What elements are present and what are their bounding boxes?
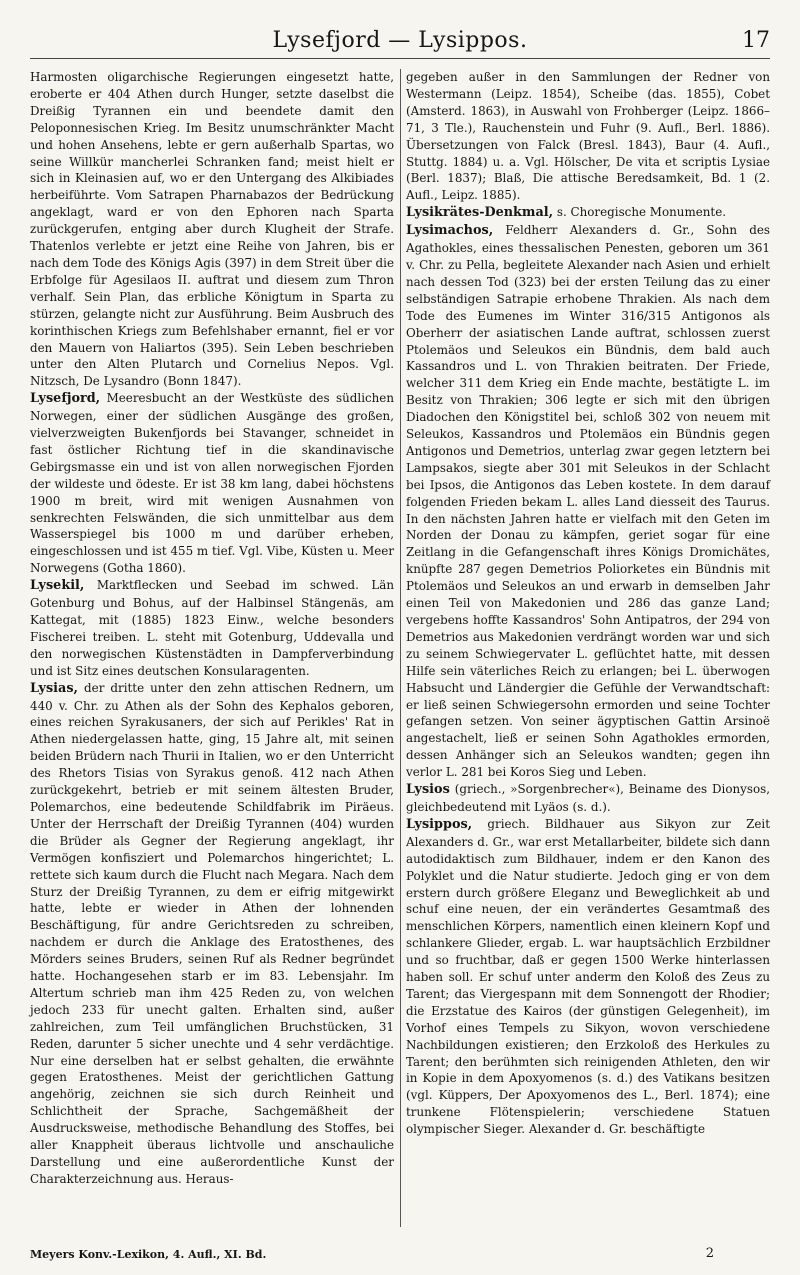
right-column xyxy=(406,69,770,1227)
entry-paragraph xyxy=(406,204,770,222)
continuation-paragraph xyxy=(406,69,770,204)
continuation-paragraph xyxy=(30,69,394,390)
page-number: 17 xyxy=(742,28,770,53)
column-divider xyxy=(400,69,401,1227)
running-title: Lysefjord — Lysippos. xyxy=(272,28,528,53)
entry-headword: Lysippos, xyxy=(406,816,473,832)
entry-paragraph xyxy=(406,816,770,1138)
footer-source: Meyers Konv.-Lexikon, 4. Aufl., XI. Bd. xyxy=(30,1248,267,1261)
page-footer xyxy=(30,1241,770,1261)
entry-headword: Lysekil, xyxy=(30,578,85,594)
entry-text: Harmosten oligarchische Regierungen eingesetzt hatte, eroberte er 404 Athen durch Hunger, setzte daselbst die Dreißig Tyrannen ein und beendete damit den Peloponnesischen Krieg. Im Besitz unumschränkter Macht und hohen Ansehens, lebte er gern außerhalb Spartas, wo seine Willkür mancherlei Schranken fand; meist hielt er sich in Kleinasien auf, wo er den Untergang des Alkibiades herbeiführte. Vom Satrapen Pharnabazos der Bedrückung angeklagt, ward er von den Ephoren nach Sparta zurückgerufen, entging aber durch Klugheit der Strafe. Thatenlos verlebte er jetzt eine Reihe von Jahren, bis er nach dem Tode des Königs Agis (397) in dem Streit über die Erbfolge für Agesilaos II. auftrat und diesem zum Thron verhalf. Sein Plan, das erbliche Königtum in Sparta zu stürzen, gelangte nicht zur Ausführung. Beim Ausbruch des korinthischen Kriegs zum Befehlshaber ernannt, fiel er vor den Mauern von Haliartos (395). Sein Leben beschrieben unter den Alten Plutarch und Cornelius Nepos. Vgl. Nitzsch, De Lysandro (Bonn 1847). xyxy=(30,70,394,389)
entry-text: Meeresbucht an der Westküste des südlichen Norwegen, einer der südlichen Ausgänge des großen, vielverzweigten Bukenfjords bei Stavanger, schneidet in fast östlicher Richtung tief in die skandinavische Gebirgsmasse ein und ist von allen norwegischen Fjorden der wildeste und ödeste. Er ist 38 km lang, dabei höchstens 1900 m breit, wird mit wenigen Ausnahmen von senkrechten Felswänden, die sich unmittelbar aus dem Wasserspiegel bis 1000 m und darüber erheben, eingeschlossen und ist 455 m tief. Vgl. Vibe, Küsten u. Meer Norwegens (Gotha 1860). xyxy=(30,391,395,576)
page-header xyxy=(30,26,770,59)
entry-headword: Lysefjord, xyxy=(30,391,101,407)
entry-paragraph xyxy=(30,577,394,679)
footer-signature: 2 xyxy=(705,1246,714,1261)
entry-paragraph xyxy=(30,680,394,1188)
entry-text: Marktflecken und Seebad im schwed. Län Gotenburg und Bohus, auf der Halbinsel Stängenäs, am Kattegat, mit (1885) 1823 Einw., welche besonders Fischerei treiben. L. steht mit Gotenburg, Uddevalla und den norwegischen Küstenstädten in Dampferverbindung und ist Sitz eines deutschen Konsularagenten. xyxy=(30,578,394,678)
entry-headword: Lysios xyxy=(406,782,450,798)
entry-text: gegeben außer in den Sammlungen der Redner von Westermann (Leipz. 1854), Scheibe (das. 1855), Cobet (Amsterd. 1863), in Auswahl von Frohberger (Leipz. 1866–71, 3 Tle.), Rauchenstein und Fuhr (9. Aufl., Berl. 1886). Übersetzungen von Falck (Bresl. 1843), Baur (4. Aufl., Stuttg. 1884) u. a. Vgl. Hölscher, De vita et scriptis Lysiae (Berl. 1837); Blaß, Die attische Beredsamkeit, Bd. 1 (2. Aufl., Leipz. 1885). xyxy=(406,70,770,203)
entry-headword: Lysias, xyxy=(30,680,78,696)
left-column xyxy=(30,69,394,1227)
text-columns xyxy=(30,69,770,1227)
entry-text: der dritte unter den zehn attischen Rednern, um 440 v. Chr. zu Athen als der Sohn des Kephalos geboren, eines reichen Syrakusaners, der sich auf Perikles' Rat in Athen niedergelassen hatte, ging, 15 Jahre alt, mit seinen beiden Brüdern nach Thurii in Italien, wo er den Unterricht des Rhetors Tisias von Syrakus genoß. 412 nach Athen zurückgekehrt, betrieb er mit seinem ältesten Bruder, Polemarchos, eine bedeutende Schildfabrik im Piräeus. Unter der Herrschaft der Dreißig Tyrannen (404) wurden die Brüder als Gegner der Regierung angeklagt, ihr Vermögen konfisziert und Polemarchos hingerichtet; L. rettete sich kaum durch die Flucht nach Megara. Nach dem Sturz der Dreißig Tyrannen, zu dem er eifrig mitgewirkt hatte, lebte er wieder in Athen der lohnenden Beschäftigung, für andre Gerichtsreden zu schreiben, nachdem er durch die Anklage des Eratosthenes, des Mörders seines Bruders, seinen Ruf als Redner begründet hatte. Hochangesehen starb er im 83. Lebensjahr. Im Altertum schrieb man ihm 425 Reden zu, von welchen jedoch 233 für unecht galten. Erhalten sind, außer zahlreichen, zum Teil umfänglichen Bruchstücken, 31 Reden, darunter 5 sicher unechte und 4 sehr verdächtige. Nur eine derselben hat er selbst gehalten, die erwähnte gegen Eratosthenes. Meist der gerichtlichen Gattung angehörig, zeichnen sie sich durch Reinheit und Schlichtheit der Sprache, Sachgemäßheit der Ausdrucksweise, methodische Behandlung des Stoffes, bei aller Knappheit überaus lichtvolle und anschauliche Darstellung und eine außerordentliche Kunst der Charakterzeichnung aus. Heraus- xyxy=(30,680,395,1186)
entry-paragraph xyxy=(30,390,394,577)
entry-paragraph xyxy=(406,222,770,781)
entry-headword: Lysikrätes-Denkmal, xyxy=(406,205,554,221)
entry-text: s. Choregische Monumente. xyxy=(556,205,727,220)
entry-text: griech. Bildhauer aus Sikyon zur Zeit Alexanders d. Gr., war erst Metallarbeiter, bildete sich dann autodidaktisch zum Bildhauer, indem er den Kanon des Polyklet und die Natur studierte. Jedoch ging er von dem erstern durch größere Eleganz und Beweglichkeit ab und schuf eine neuen, der ein verändertes Gesamtmaß des menschlichen Körpers, namentlich einen kleinern Kopf und schlankere Glieder, ergab. L. war hauptsächlich Erzbildner und so fruchtbar, daß er gegen 1500 Werke hinterlassen haben soll. Er schuf unter anderm den Koloß des Zeus zu Tarent; das Viergespann mit dem Sonnengott der Rhodier; die Erzstatue des Kairos (der günstigen Gelegenheit), im Vorhof eines Tempels zu Sikyon, wovon verschiedene Nachbildungen existieren; den Erzkoloß des Herkules zu Tarent; den berühmten sich reinigenden Athleten, den wir in Kopie in dem Apoxyomenos (s. d.) des Vatikans besitzen (vgl. Küppers, Der Apoxyomenos des L., Berl. 1874); eine trunkene Flötenspielerin; verschiedene Statuen olympischer Sieger. Alexander d. Gr. beschäftigte xyxy=(406,816,771,1137)
entry-text: (griech., »Sorgenbrecher«), Beiname des Dionysos, gleichbedeutend mit Lyäos (s. d.). xyxy=(406,782,770,814)
entry-headword: Lysimachos, xyxy=(406,223,494,239)
entry-paragraph xyxy=(406,781,770,816)
entry-text: Feldherr Alexanders d. Gr., Sohn des Agathokles, eines thessalischen Penesten, geboren um 361 v. Chr. zu Pella, begleitete Alexander nach Asien und erhielt nach dessen Tod (323) bei der ersten Teilung das zu einer selbständigen Satrapie erhobene Thrakien. Als nach dem Tode des Eumenes im Winter 316/315 Antigonos als Oberherr der asiatischen Lande auftrat, schlossen zuerst Ptolemäos und Seleukos ein Bündnis, dem bald auch Kassandros und L. von Thrakien beitraten. Der Friede, welcher 311 dem Krieg ein Ende machte, bestätigte L. im Besitz von Thrakien; 306 legte er sich mit den übrigen Diadochen den Königstitel bei, schloß 302 von neuem mit Seleukos, Kassandros und Ptolemäos ein Bündnis gegen Antigonos und Demetrios, unterlag zwar gegen letztern bei Lampsakos, siegte aber 301 mit Seleukos in der Schlacht bei Ipsos, die Antigonos das Leben kostete. In dem darauf folgenden Frieden bekam L. alles Land diesseit des Taurus. In den nächsten Jahren hatte er vielfach mit den Geten im Norden der Donau zu kämpfen, geriet sogar für eine Zeitlang in die Gefangenschaft ihres Königs Dromichätes, knüpfte 287 gegen Demetrios Poliorketes ein Bündnis mit Ptolemäos und Seleukos an und erwarb in demselben Jahr einen Teil von Makedonien und 286 das ganze Land; vergebens hoffte Kassandros' Sohn Antipatros, der 294 von Demetrios aus Makedonien verdrängt worden war und sich zu seinem Schwiegervater L. geflüchtet hatte, mit dessen Hilfe sein väterliches Reich zu erlangen; bei L. überwogen Habsucht und Ländergier die Gefühle der Verwandtschaft: er ließ seinen Schwiegersohn ermorden und seine Tochter gefangen setzen. Von seiner ägyptischen Gattin Arsinoë angestachelt, ließ er seinen Sohn Agathokles ermorden, dessen Anhänger sich an Seleukos wandten; gegen ihn verlor L. 281 bei Koros Sieg und Leben. xyxy=(406,223,770,780)
